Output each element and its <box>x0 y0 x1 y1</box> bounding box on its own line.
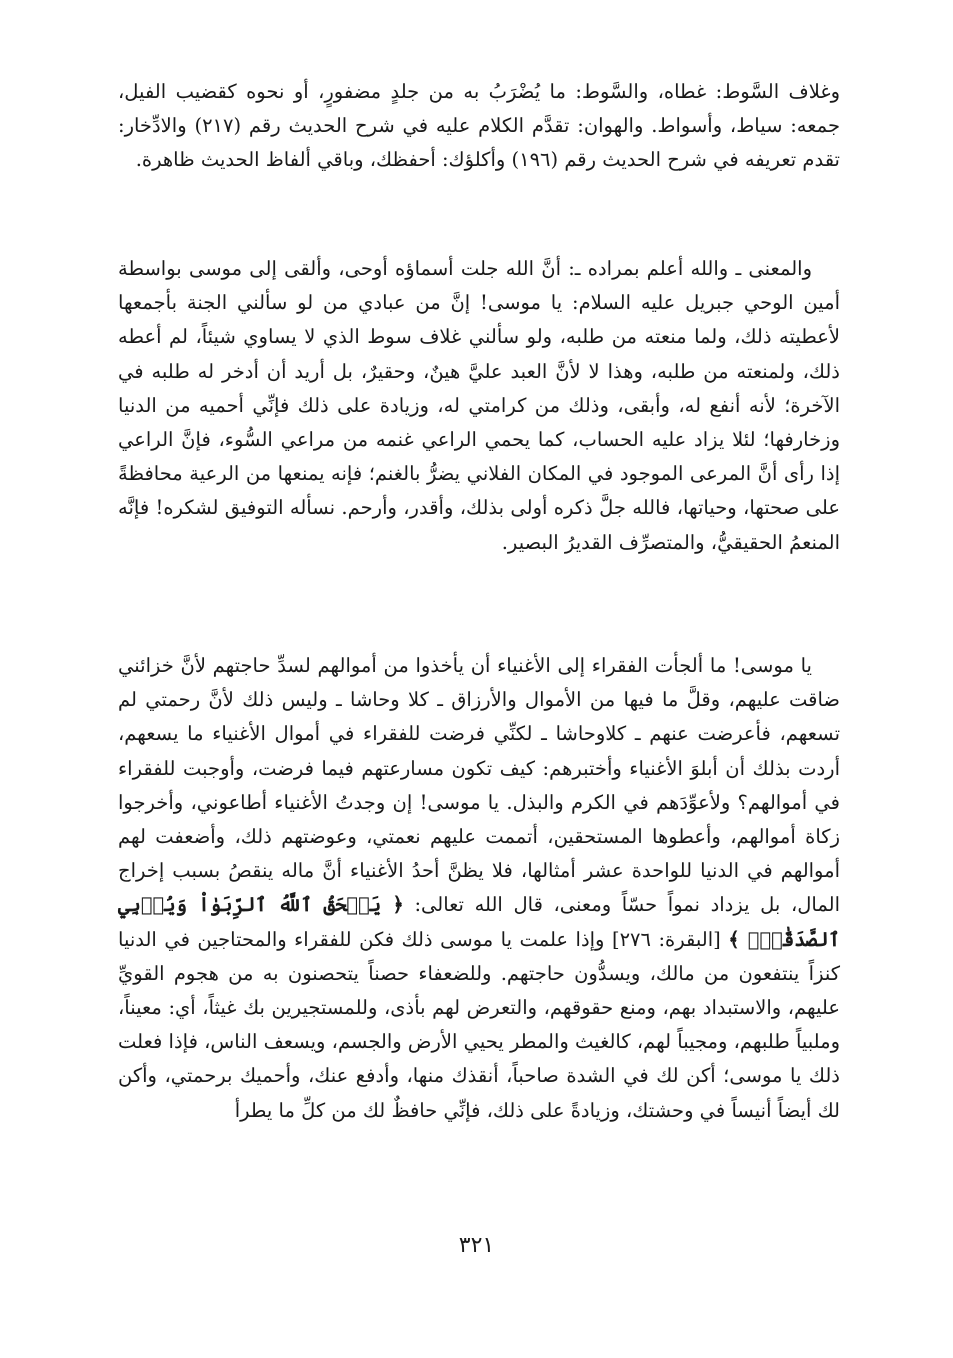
paragraph-vocabulary <box>118 75 840 178</box>
paragraph-text <box>118 649 840 1128</box>
paragraph-meaning <box>118 252 840 560</box>
page-number: ٣٢١ <box>458 1233 495 1258</box>
paragraph-body: يا موسى! ما ألجأت الفقراء إلى الأغنياء أن يأخذوا من أموالهم لسدِّ حاجتهم لأنَّ خزائني ضاقت عليهم، وقلَّ ما فيها من الأموال والأرزاق ـ كلا وحاشا ـ وليس ذلك لأنَّ رحمتي لم تسعهم، فأعرضت عنهم ـ كلاوحاشا ـ لكنِّي فرضت للفقراء في أموال الأغنياء ما يسعهم، أردت بذلك أن أبلوَ الأغنياء وأختبرهم: كيف تكون مسارعتهم فيما فرضت، وأوجبت للفقراء في أموالهم؟ ولأعوِّدَهم في الكرم والبذل. يا موسى! إن وجدتُ الأغنياء أطاعوني، وأخرجوا زكاة أموالهم، وأعطوها المستحقين، أتممت عليهم نعمتي، وعوضتهم ذلك، وأضعفت لهم أموالهم في الدنيا للواحدة عشر أمثالها، فلا يظنَّ أحدُ الأغنياء أنَّ ماله ينقصُ بسبب إخراج المال، بل يزداد نمواً حسّاً ومعنى، قال الله تعالى: <box>118 654 840 917</box>
paragraph-body: والمعنى ـ والله أعلم بمراده ـ: أنَّ الله جلت أسماؤه أوحى، وألقى إلى موسى بواسطة أمين الوحي جبريل عليه السلام: يا موسى! إنَّ من عبادي من لو سألني الجنة بأجمعها لأعطيته ذلك، ولما منعته من طلبه، ولو سألني غلاف سوط الذي لا يساوي شيئاً، لم أعطه ذلك، ولمنعته من طلبه، وهذا لا لأنَّ العبد عليَّ هينٌ، وحقيرٌ، بل أريد أن أدخر له طلبه في الآخرة؛ لأنه أنفع له، وأبقى، وذلك من كرامتي له، وزيادة على ذلك فإنِّي أحميه من الدنيا وزخارفها؛ لئلا يزاد عليه الحساب، كما يحمي الراعي غنمه من مراعي السُّوء، فإنَّ الراعي إذا رأى أنَّ المرعى الموجود في المكان الفلاني يضرُّ بالغنم؛ فإنه يمنعها من الرعية محافظةً على صحتها، وحياتها، فالله جلَّ ذكره أولى بذلك، وأقدر، وأرحم. نسأله التوفيق لشكره! فإنَّه المنعمُ الحقيقيُّ، والمتصرِّف القديرُ البصير. <box>118 257 840 554</box>
paragraph-address-to-moses <box>118 649 840 1128</box>
paragraph-continuation: [البقرة: ٢٧٦] وإذا علمت يا موسى ذلك فكن للفقراء والمحتاجين في الدنيا كنزاً ينتفعون من مالك، ويسدُّون حاجتهم. وللضعفاء حصناً يتحصنون به من هجوم القويِّ عليهم، والاستبداد بهم، ومنع حقوقهم، والتعرض لهم بأذى، وللمستجيرين بك غيثاً، أي: معيناً، وملبياً طلبهم، ومجيباً لهم، كالغيث والمطر يحيي الأرض والجسم، ويسعف الناس، فإذا فعلت ذلك يا موسى؛ أكن لك في الشدة صاحباً، أنقذك منها، وأدفع عنك، وأحميك برحمتي، وأكن لك أيضاً أنيساً في وحشتك، وزيادةً على ذلك، فإنِّي حافظٌ لك من كلِّ ما يطرأ <box>118 927 840 1122</box>
quran-verse: ﴿ يَمۡحَقُ ٱللَّهُ ٱلرِّبَوٰاْ وَيُرۡبِي ٱلصَّدَقَٰتِۗ ﴾ <box>118 893 841 951</box>
paragraph-text: وغلاف السَّوط: غطاه، والسَّوط: ما يُضْرَبُ به من جلدٍ مضفورٍ، أو نحوه كقضيب الفيل، جمعه: سياط، وأسواط. والهوان: تقدَّم الكلام عليه في شرح الحديث رقم (٢١٧) والادِّخار: تقدم تعريفه في شرح الحديث رقم (١٩٦) وأكلؤك: أحفظك، وباقي ألفاظ الحديث ظاهرة. <box>118 80 841 172</box>
paragraph-text <box>118 252 840 560</box>
